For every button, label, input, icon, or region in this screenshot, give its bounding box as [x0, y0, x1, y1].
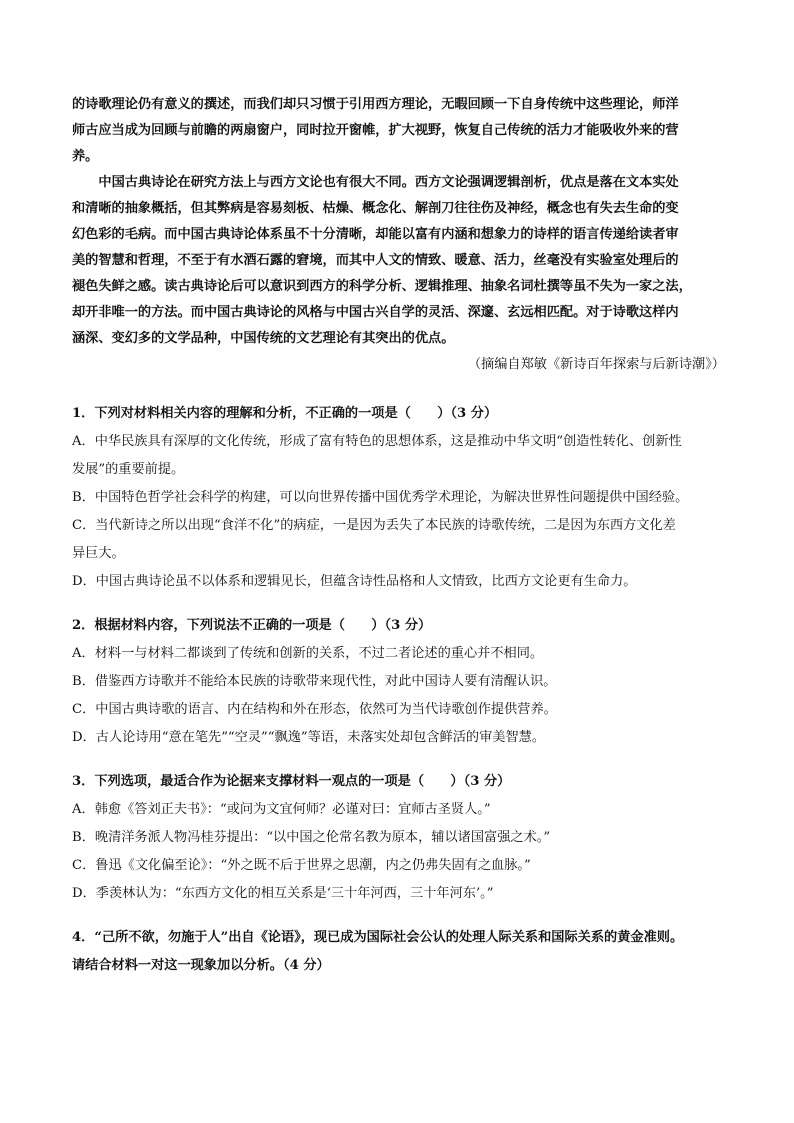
question-4-title-line2: 请结合材料一对这一现象加以分析。（4 分） [72, 958, 330, 973]
passage-para2-line7: 涵深、变幻多的文学品种，中国传统的文艺理论有其突出的优点。 [72, 331, 455, 346]
question-2-option-a: A．材料一与材料二都谈到了传统和创新的关系，不过二者论述的重心并不相同。 [72, 646, 544, 661]
question-1-option-a-cont: 发展”的重要前提。 [72, 462, 185, 477]
question-1-option-a: A．中华民族具有深厚的文化传统，形成了富有特色的思想体系，这是推动中华文明“创造性转化、创新性 [72, 434, 682, 449]
passage-para2-line3: 幻色彩的毛病。而中国古典诗论体系虽不十分清晰，却能以富有内涵和想象力的诗样的语言传递给读者审 [72, 227, 679, 242]
question-2-option-b: B．借鉴西方诗歌并不能给本民族的诗歌带来现代性，对此中国诗人要有清醒认识。 [72, 674, 557, 689]
question-3-option-d: D．季羡林认为：“东西方文化的相互关系是‘三十年河西，三十年河东’。” [72, 886, 494, 901]
question-3-option-b: B．晚清洋务派人物冯桂芬提出：“以中国之伦常名教为原本，辅以诸国富强之术。” [72, 830, 551, 845]
question-4-title-line1: 4．“己所不欲，勿施于人”出自《论语》，现已成为国际社会公认的处理人际关系和国际关系的黄金准则。 [72, 930, 684, 945]
question-3 [72, 768, 727, 908]
question-2-option-d: D．古人论诗用“意在笔先”“空灵”“飘逸”等语，未落实处却包含鲜活的审美智慧。 [72, 730, 546, 745]
passage-para1-line1: 的诗歌理论仍有意义的撰述，而我们却只习惯于引用西方理论，无暇回顾一下自身传统中这些理论，师洋 [72, 97, 679, 112]
passage-para1-line3: 养。 [72, 149, 99, 164]
question-1-title: 1．下列对材料相关内容的理解和分析，不正确的一项是（ ）（3 分） [72, 406, 498, 421]
question-2-title: 2．根据材料内容，下列说法不正确的一项是（ ）（3 分） [72, 618, 432, 633]
document-page [72, 92, 727, 980]
question-1-option-d: D．中国古典诗论虽不以体系和逻辑见长，但蕴含诗性品格和人文情致，比西方文论更有生命力。 [72, 574, 637, 589]
passage-para2-line2: 和清晰的抽象概括，但其弊病是容易刻板、枯燥、概念化、解剖刀往往伤及神经，概念也有失去生命的变 [72, 201, 679, 216]
question-3-title: 3．下列选项，最适合作为论据来支撑材料一观点的一项是（ ）（3 分） [72, 774, 511, 789]
question-3-option-a: A．韩愈《答刘正夫书》：“或问为文宜何师？必谨对曰：宜师古圣贤人。” [72, 802, 491, 817]
question-4 [72, 924, 727, 980]
passage-para2-line6: 却开非唯一的方法。而中国古典诗论的风格与中国古兴自学的灵活、深邃、玄远相匹配。对于诗歌这样内 [72, 305, 679, 320]
question-1-option-b: B．中国特色哲学社会科学的构建，可以向世界传播中国优秀学术理论，为解决世界性问题提供中国经验。 [72, 490, 689, 505]
passage-para2-line1: 中国古典诗论在研究方法上与西方文论也有很大不同。西方文论强调逻辑剖析，优点是落在文本实处 [98, 175, 679, 190]
question-2-option-c: C．中国古典诗歌的语言、内在结构和外在形态，依然可为当代诗歌创作提供营养。 [72, 702, 557, 717]
question-1-option-c-cont: 异巨大。 [72, 546, 125, 561]
question-2 [72, 612, 727, 752]
passage-para2-line5: 褪色失鲜之感。读古典诗论后可以意识到西方的科学分析、逻辑推理、抽象名词杜撰等虽不失为一家之法， [72, 279, 692, 294]
question-3-option-c: C．鲁迅《文化偏至论》：“外之既不后于世界之思潮，内之仍弗失固有之血脉。” [72, 858, 531, 873]
question-1-option-c: C．当代新诗之所以出现“食洋不化”的病症，一是因为丢失了本民族的诗歌传统，二是因为东西方文化差 [72, 518, 676, 533]
passage-para1-line2: 师古应当成为回顾与前瞻的两扇窗户，同时拉开窗帷，扩大视野，恢复自己传统的活力才能吸收外来的营 [72, 123, 679, 138]
passage-source: （摘编自郑敏《新诗百年探索与后新诗潮》） [467, 357, 725, 372]
passage-para2-line4: 美的智慧和哲理，不至于有水酒石露的窘境，而其中人文的情致、暖意、活力，丝毫没有实验室处理后的 [72, 253, 679, 268]
question-1 [72, 400, 727, 596]
